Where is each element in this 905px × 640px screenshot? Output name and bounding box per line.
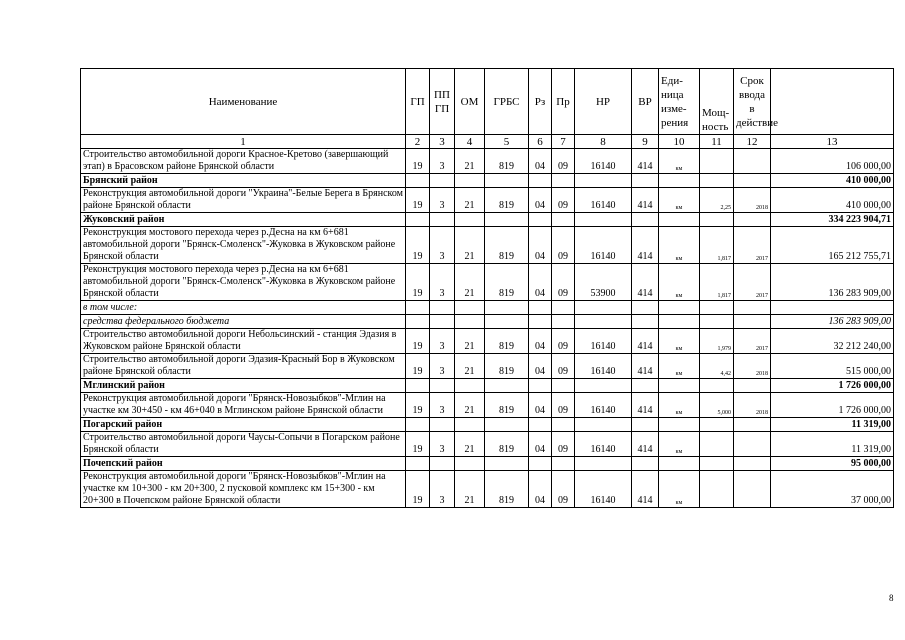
cell-vr: 414 [632,149,659,174]
empty-cell [455,457,485,471]
cell-rz: 04 [529,264,552,301]
cell-gp: 19 [406,393,430,418]
district-name-cell: Мглинский район [81,379,406,393]
empty-cell [659,301,700,315]
cell-gp: 19 [406,264,430,301]
table-row [81,471,894,508]
empty-cell [455,315,485,329]
district-row [81,457,894,471]
empty-cell [734,418,771,432]
district-row [81,174,894,188]
empty-cell [406,301,430,315]
cell-gp: 19 [406,329,430,354]
empty-cell [575,457,632,471]
cell-power: 5,000 [700,393,734,418]
cell-power: 1,979 [700,329,734,354]
empty-cell [406,213,430,227]
empty-cell [529,315,552,329]
empty-cell [455,418,485,432]
cell-vr: 414 [632,227,659,264]
cell-rz: 04 [529,471,552,508]
item-name-cell: Реконструкция мостового перехода через р.Десна на км 6+681 автомобильной дороги "Брянск-Смоленск"-Жуковка в Жуковском районе Брянской области [81,264,406,301]
cell-ppgp: 3 [430,188,455,213]
empty-cell [406,457,430,471]
header-cell: ВР [632,69,659,135]
district-name-cell: Погарский район [81,418,406,432]
cell-gp: 19 [406,354,430,379]
cell-rz: 04 [529,149,552,174]
header-cell: ГП [406,69,430,135]
empty-cell [455,213,485,227]
header-cell: ОМ [455,69,485,135]
cell-year: 2018 [734,188,771,213]
empty-cell [659,379,700,393]
column-number: 6 [529,135,552,149]
cell-pr: 09 [552,354,575,379]
column-number: 1 [81,135,406,149]
empty-cell [529,457,552,471]
cell-unit: км [659,227,700,264]
header-cell: Мощ-ность [700,69,734,135]
empty-cell [700,315,734,329]
cell-om: 21 [455,149,485,174]
district-row [81,418,894,432]
cell-nr: 16140 [575,354,632,379]
cell-unit: км [659,393,700,418]
empty-cell [734,301,771,315]
cell-grbs: 819 [485,227,529,264]
item-name-cell: Реконструкция автомобильной дороги "Брянск-Новозыбков"-Мглин на участке км 10+300 - км 20+300, 2 пусковой комплекс км 15+300 - км 20+300 в Почепском районе Брянской области [81,471,406,508]
district-row [81,213,894,227]
cell-unit: км [659,188,700,213]
empty-cell [575,379,632,393]
empty-cell [529,379,552,393]
empty-cell [632,457,659,471]
district-name-cell: Жуковский район [81,213,406,227]
cell-rz: 04 [529,393,552,418]
budget-table [80,68,894,508]
cell-ppgp: 3 [430,329,455,354]
item-name-cell: Реконструкция мостового перехода через р.Десна на км 6+681 автомобильной дороги "Брянск-Смоленск"-Жуковка в Жуковском районе Брянской области [81,227,406,264]
header-cell: НР [575,69,632,135]
cell-vr: 414 [632,264,659,301]
header-cell: ПП ГП [430,69,455,135]
column-number: 2 [406,135,430,149]
subtotal-row [81,301,894,315]
cell-power: 1,817 [700,264,734,301]
cell-rz: 04 [529,227,552,264]
empty-cell [485,174,529,188]
empty-cell [430,457,455,471]
cell-unit: км [659,329,700,354]
amount-cell: 95 000,00 [771,457,894,471]
cell-gp: 19 [406,227,430,264]
cell-grbs: 819 [485,264,529,301]
empty-cell [529,301,552,315]
cell-rz: 04 [529,188,552,213]
cell-year: 2017 [734,227,771,264]
header-cell: Рз [529,69,552,135]
empty-cell [430,379,455,393]
table-row [81,393,894,418]
empty-cell [659,174,700,188]
empty-cell [734,174,771,188]
header-cell: ГРБС [485,69,529,135]
cell-ppgp: 3 [430,149,455,174]
empty-cell [659,213,700,227]
cell-grbs: 819 [485,354,529,379]
column-number: 9 [632,135,659,149]
cell-year: 2018 [734,393,771,418]
amount-cell: 1 726 000,00 [771,393,894,418]
amount-cell: 165 212 755,71 [771,227,894,264]
empty-cell [529,418,552,432]
cell-power [700,471,734,508]
cell-year: 2018 [734,354,771,379]
cell-unit: км [659,264,700,301]
page-number: 8 [889,593,894,603]
subtotal-row [81,315,894,329]
item-name-cell: Строительство автомобильной дороги Небольсинский - станция Эдазия в Жуковском районе Брянской области [81,329,406,354]
empty-cell [552,174,575,188]
empty-cell [455,301,485,315]
cell-om: 21 [455,471,485,508]
empty-cell [430,213,455,227]
cell-ppgp: 3 [430,227,455,264]
empty-cell [632,418,659,432]
column-number: 11 [700,135,734,149]
empty-cell [430,315,455,329]
cell-pr: 09 [552,188,575,213]
empty-cell [659,457,700,471]
cell-ppgp: 3 [430,432,455,457]
empty-cell [406,379,430,393]
table-row [81,354,894,379]
amount-cell: 136 283 909,00 [771,264,894,301]
cell-om: 21 [455,188,485,213]
cell-rz: 04 [529,354,552,379]
amount-cell: 136 283 909,00 [771,315,894,329]
empty-cell [529,174,552,188]
cell-vr: 414 [632,188,659,213]
amount-cell: 515 000,00 [771,354,894,379]
amount-cell: 37 000,00 [771,471,894,508]
note-cell: в том числе: [81,301,406,315]
cell-nr: 16140 [575,471,632,508]
empty-cell [659,315,700,329]
cell-year [734,149,771,174]
cell-year [734,432,771,457]
table-row [81,329,894,354]
header-cell: Еди-ница изме-рения [659,69,700,135]
empty-cell [552,315,575,329]
cell-unit: км [659,149,700,174]
item-name-cell: Строительство автомобильной дороги Чаусы-Сопычи в Погарском районе Брянской области [81,432,406,457]
empty-cell [430,174,455,188]
empty-cell [700,213,734,227]
cell-rz: 04 [529,329,552,354]
empty-cell [734,213,771,227]
empty-cell [406,315,430,329]
cell-ppgp: 3 [430,393,455,418]
column-number: 3 [430,135,455,149]
amount-cell: 11 319,00 [771,418,894,432]
empty-cell [552,418,575,432]
cell-year: 2017 [734,264,771,301]
cell-gp: 19 [406,188,430,213]
empty-cell [659,418,700,432]
header-row [81,69,894,135]
empty-cell [700,379,734,393]
empty-cell [485,315,529,329]
empty-cell [485,457,529,471]
cell-om: 21 [455,354,485,379]
cell-pr: 09 [552,471,575,508]
empty-cell [575,301,632,315]
cell-power: 2,25 [700,188,734,213]
cell-year: 2017 [734,329,771,354]
district-name-cell: Брянский район [81,174,406,188]
cell-om: 21 [455,393,485,418]
cell-unit: км [659,354,700,379]
empty-cell [575,315,632,329]
cell-pr: 09 [552,227,575,264]
empty-cell [575,174,632,188]
empty-cell [700,174,734,188]
empty-cell [632,315,659,329]
cell-grbs: 819 [485,432,529,457]
amount-cell: 410 000,00 [771,174,894,188]
item-name-cell: Реконструкция автомобильной дороги "Украина"-Белые Берега в Брянском районе Брянской области [81,188,406,213]
district-row [81,379,894,393]
table-row [81,432,894,457]
cell-nr: 53900 [575,264,632,301]
cell-year [734,471,771,508]
cell-power [700,432,734,457]
cell-nr: 16140 [575,227,632,264]
cell-ppgp: 3 [430,354,455,379]
amount-cell: 32 212 240,00 [771,329,894,354]
empty-cell [575,213,632,227]
empty-cell [632,379,659,393]
table-row [81,227,894,264]
empty-cell [430,301,455,315]
cell-power: 4,42 [700,354,734,379]
cell-grbs: 819 [485,329,529,354]
header-cell: Срок ввода в действие [734,69,771,135]
empty-cell [485,418,529,432]
amount-cell: 334 223 904,71 [771,213,894,227]
column-number: 4 [455,135,485,149]
cell-ppgp: 3 [430,471,455,508]
cell-pr: 09 [552,329,575,354]
column-number: 12 [734,135,771,149]
item-name-cell: Строительство автомобильной дороги Красное-Кретово (завершающий этап) в Брасовском районе Брянской области [81,149,406,174]
empty-cell [700,418,734,432]
empty-cell [455,379,485,393]
note-cell: средства федерального бюджета [81,315,406,329]
empty-cell [406,418,430,432]
empty-cell [632,213,659,227]
cell-pr: 09 [552,264,575,301]
table-row [81,149,894,174]
column-number: 13 [771,135,894,149]
header-cell: Пр [552,69,575,135]
empty-cell [552,379,575,393]
item-name-cell: Реконструкция автомобильной дороги "Брянск-Новозыбков"-Мглин на участке км 30+450 - км 46+040 в Мглинском районе Брянской области [81,393,406,418]
cell-vr: 414 [632,432,659,457]
column-number: 5 [485,135,529,149]
cell-nr: 16140 [575,149,632,174]
district-name-cell: Почепский район [81,457,406,471]
empty-cell [700,301,734,315]
empty-cell [552,457,575,471]
cell-grbs: 819 [485,188,529,213]
empty-cell [552,213,575,227]
empty-cell [529,213,552,227]
empty-cell [734,379,771,393]
cell-vr: 414 [632,393,659,418]
empty-cell [734,315,771,329]
cell-pr: 09 [552,432,575,457]
cell-vr: 414 [632,354,659,379]
cell-power: 1,817 [700,227,734,264]
empty-cell [430,418,455,432]
cell-pr: 09 [552,393,575,418]
cell-nr: 16140 [575,329,632,354]
column-number: 8 [575,135,632,149]
amount-cell: 1 726 000,00 [771,379,894,393]
column-number-row [81,135,894,149]
amount-cell: 410 000,00 [771,188,894,213]
empty-cell [700,457,734,471]
cell-nr: 16140 [575,393,632,418]
cell-power [700,149,734,174]
amount-cell [771,301,894,315]
cell-gp: 19 [406,471,430,508]
cell-om: 21 [455,329,485,354]
empty-cell [455,174,485,188]
empty-cell [734,457,771,471]
cell-grbs: 819 [485,471,529,508]
table-row [81,188,894,213]
empty-cell [552,301,575,315]
cell-unit: км [659,432,700,457]
empty-cell [406,174,430,188]
cell-nr: 16140 [575,188,632,213]
item-name-cell: Строительство автомобильной дороги Эдазия-Красный Бор в Жуковском районе Брянской области [81,354,406,379]
cell-nr: 16140 [575,432,632,457]
column-number: 7 [552,135,575,149]
empty-cell [485,213,529,227]
cell-rz: 04 [529,432,552,457]
cell-om: 21 [455,264,485,301]
empty-cell [632,174,659,188]
table-row [81,264,894,301]
empty-cell [485,379,529,393]
empty-cell [575,418,632,432]
cell-pr: 09 [552,149,575,174]
empty-cell [632,301,659,315]
cell-om: 21 [455,227,485,264]
cell-gp: 19 [406,432,430,457]
header-cell [771,69,894,135]
header-cell: Наименование [81,69,406,135]
cell-om: 21 [455,432,485,457]
amount-cell: 106 000,00 [771,149,894,174]
empty-cell [485,301,529,315]
cell-unit: км [659,471,700,508]
cell-vr: 414 [632,329,659,354]
cell-vr: 414 [632,471,659,508]
cell-grbs: 819 [485,393,529,418]
cell-ppgp: 3 [430,264,455,301]
column-number: 10 [659,135,700,149]
cell-grbs: 819 [485,149,529,174]
cell-gp: 19 [406,149,430,174]
amount-cell: 11 319,00 [771,432,894,457]
